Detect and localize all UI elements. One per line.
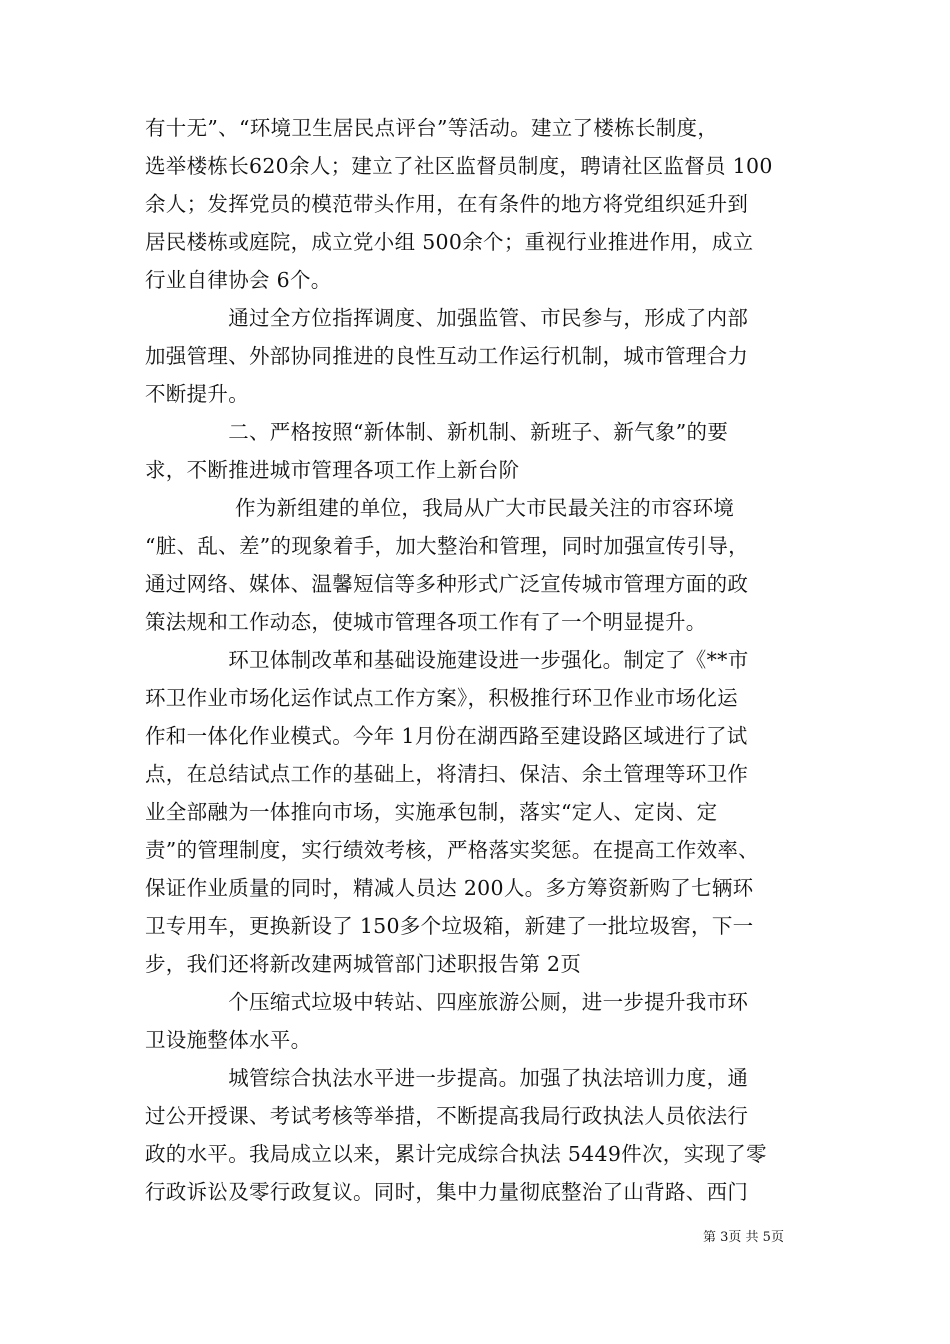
text-line: 作为新组建的单位，我局从广大市民最关注的市容环境 (145, 496, 735, 520)
page-number-footer: 第 3页 共 5页 (703, 1230, 784, 1245)
text-line: 卫设施整体水平。 (145, 1028, 312, 1052)
text-line: 政的水平。我局成立以来，累计完成综合执法 5449件次，实现了零 (145, 1142, 767, 1166)
text-line: 余人；发挥党员的模范带头作用，在有条件的地方将党组织延升到 (145, 192, 749, 216)
text-line: 选举楼栋长620余人；建立了社区监督员制度，聘请社区监督员 100 (145, 154, 773, 178)
text-line: 步，我们还将新改建两城管部门述职报告第 2页 (145, 952, 582, 976)
text-line: 点，在总结试点工作的基础上，将清扫、保洁、余土管理等环卫作 (145, 762, 749, 786)
text-line: 策法规和工作动态，使城市管理各项工作有了一个明显提升。 (145, 610, 707, 634)
text-line: 环卫作业市场化运作试点工作方案》，积极推行环卫作业市场化运 (145, 686, 738, 710)
text-line: 城管综合执法水平进一步提高。加强了执法培训力度，通 (145, 1066, 749, 1090)
text-line: 环卫体制改革和基础设施建设进一步强化。制定了《**市 (145, 648, 749, 672)
text-line: 个压缩式垃圾中转站、四座旅游公厕，进一步提升我市环 (145, 990, 749, 1014)
text-line: 求，不断推进城市管理各项工作上新台阶 (145, 458, 520, 482)
text-line: 卫专用车，更换新设了 150多个垃圾箱，新建了一批垃圾窖，下一 (145, 914, 754, 938)
text-line: 有十无”、“环境卫生居民点评台”等活动。建立了楼栋长制度， (145, 116, 719, 140)
text-line: 责”的管理制度，实行绩效考核，严格落实奖惩。在提高工作效率、 (145, 838, 759, 862)
text-line: “脏、乱、差”的现象着手，加大整治和管理，同时加强宣传引导， (145, 534, 749, 558)
text-line: 行政诉讼及零行政复议。同时，集中力量彻底整治了山背路、西门 (145, 1180, 749, 1204)
text-line: 行业自律协会 6个。 (145, 268, 332, 292)
text-line: 过公开授课、考试考核等举措，不断提高我局行政执法人员依法行 (145, 1104, 749, 1128)
text-line: 作和一体化作业模式。今年 1月份在湖西路至建设路区域进行了试 (145, 724, 748, 748)
text-line: 二、严格按照“新体制、新机制、新班子、新气象”的要 (145, 420, 729, 444)
text-line: 保证作业质量的同时，精减人员达 200人。多方筹资新购了七辆环 (145, 876, 754, 900)
text-line: 通过全方位指挥调度、加强监管、市民参与，形成了内部 (145, 306, 749, 330)
text-line: 不断提升。 (145, 382, 249, 406)
text-line: 业全部融为一体推向市场，实施承包制，落实“定人、定岗、定 (145, 800, 718, 824)
text-line: 居民楼栋或庭院，成立党小组 500余个；重视行业推进作用，成立 (145, 230, 754, 254)
text-line: 加强管理、外部协同推进的良性互动工作运行机制，城市管理合力 (145, 344, 749, 368)
text-line: 通过网络、媒体、温馨短信等多种形式广泛宣传城市管理方面的政 (145, 572, 749, 596)
